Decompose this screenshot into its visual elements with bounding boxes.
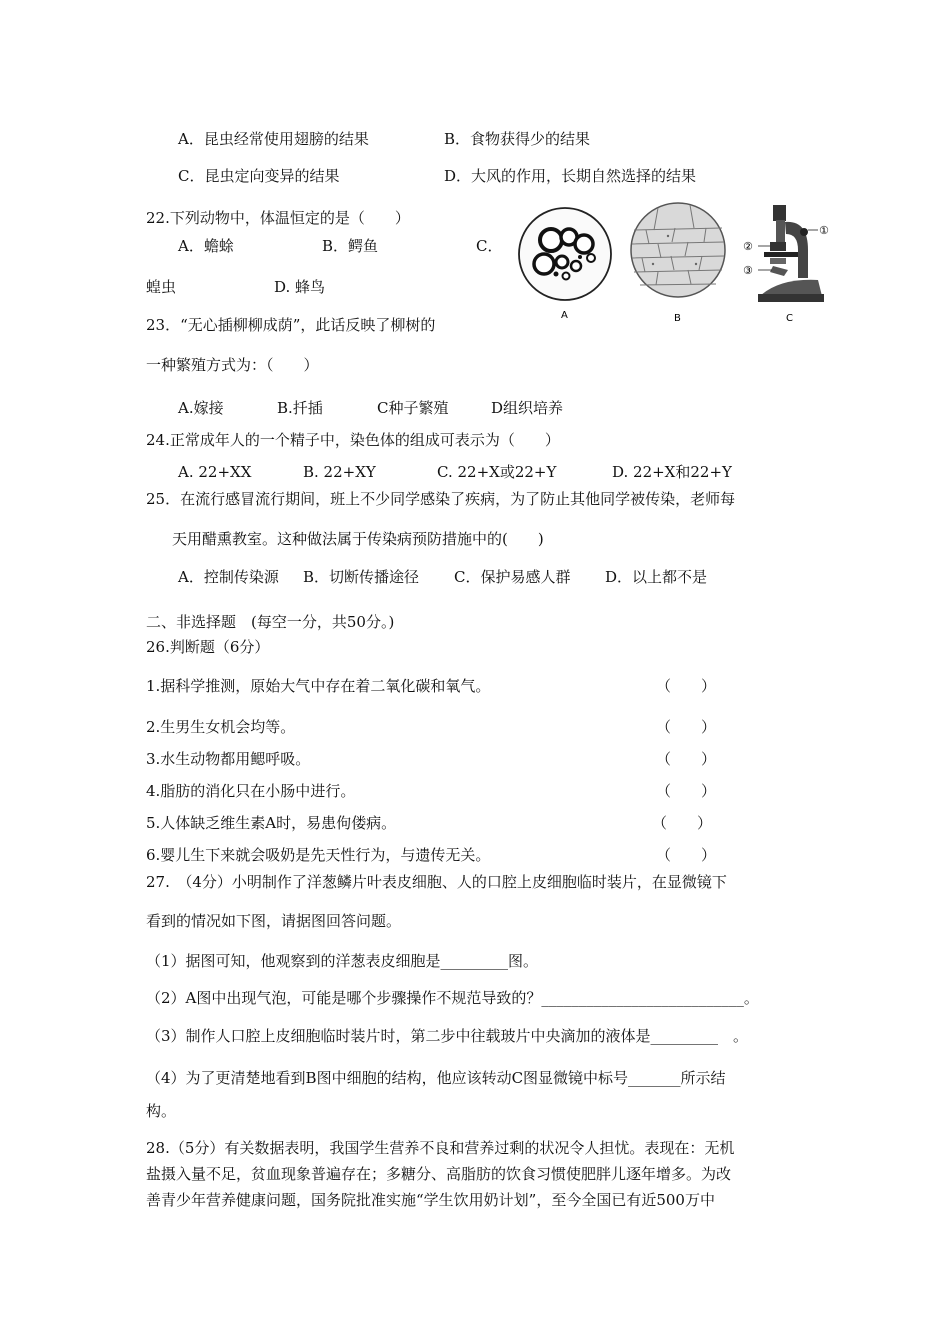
figure-c-microscope (743, 205, 829, 302)
q24-option-b: B. 22+XY (303, 463, 376, 481)
q25-option-c: C．保护易感人群 (454, 568, 571, 586)
q26-item-2: 2.生男生女机会均等。 (146, 718, 296, 736)
q23-option-c: C种子繁殖 (377, 399, 449, 417)
q22-option-c-continued: 蝗虫 (146, 278, 177, 296)
q26-item-4: 4.脂肪的消化只在小肠中进行。 (146, 782, 356, 800)
q26-item-6-blank: （ ） (656, 846, 717, 864)
q27-stem-line1: 27. （4分）小明制作了洋葱鳞片叶表皮细胞、人的口腔上皮细胞临时装片，在显微镜下 (146, 873, 727, 891)
q25-option-b: B．切断传播途径 (303, 568, 420, 586)
q26-title: 26.判断题（6分） (146, 638, 270, 656)
q24-stem: 24.正常成年人的一个精子中，染色体的组成可表示为（ ） (146, 431, 560, 449)
q26-item-6: 6.婴儿生下来就会吸奶是先天性行为，与遗传无关。 (146, 846, 491, 864)
q26-item-2-blank: （ ） (656, 718, 717, 736)
q26-item-5: 5.人体缺乏维生素A时，易患佝偻病。 (146, 814, 397, 832)
q23-option-a: A.嫁接 (178, 399, 224, 417)
q21-option-a: A．昆虫经常使用翅膀的结果 (178, 130, 369, 148)
q25-option-a: A．控制传染源 (178, 568, 279, 586)
q26-item-3-blank: （ ） (656, 750, 717, 768)
q23-option-d: D组织培养 (491, 399, 564, 417)
q26-item-1-blank: （ ） (656, 677, 717, 695)
q28-line-2: 盐摄入量不足，贫血现象普遍存在；多糖分、高脂肪的饮食习惯使肥胖儿逐年增多。为改 (146, 1165, 732, 1183)
q26-item-1: 1.据科学推测，原始大气中存在着二氧化碳和氧气。 (146, 677, 491, 695)
q24-option-a: A. 22+XX (178, 463, 252, 481)
figure-label-a: A (561, 310, 568, 321)
figure-label-b: B (674, 313, 681, 324)
q27-part-2: （2）A图中出现气泡，可能是哪个步骤操作不规范导致的？___________________________。 (146, 989, 759, 1007)
q22-option-c: C． (476, 237, 503, 255)
q23-stem-line2: 一种繁殖方式为：（ ） (146, 356, 319, 374)
q27-stem-line2: 看到的情况如下图，请据图回答问题。 (146, 912, 402, 930)
q26-item-5-blank: （ ） (652, 814, 713, 832)
q25-option-d: D．以上都不是 (605, 568, 708, 586)
q26-item-4-blank: （ ） (656, 782, 717, 800)
q22-option-b: B．鳄鱼 (322, 237, 379, 255)
microscope-figure (518, 200, 844, 330)
q21-option-b: B．食物获得少的结果 (444, 130, 591, 148)
q27-part-4-line2: 构。 (146, 1102, 177, 1120)
q27-part-1: （1）据图可知，他观察到的洋葱表皮细胞是_________图。 (146, 952, 539, 970)
q22-option-d: D. 蜂鸟 (274, 278, 326, 296)
q24-option-c: C. 22+X或22+Y (437, 463, 557, 481)
q28-line-3: 善青少年营养健康问题，国务院批准实施“学生饮用奶计划”，至今全国已有近500万中 (146, 1191, 715, 1209)
q25-stem-line1: 25．在流行感冒流行期间，班上不少同学感染了疾病，为了防止其他同学被传染，老师每 (146, 490, 736, 508)
q26-item-3: 3.水生动物都用鳃呼吸。 (146, 750, 311, 768)
q27-part-3: （3）制作人口腔上皮细胞临时装片时，第二步中往载玻片中央滴加的液体是_________ 。 (146, 1027, 749, 1045)
marker-1: ① (819, 224, 829, 237)
marker-2: ② (743, 240, 753, 253)
q22-option-a: A．蟾蜍 (178, 237, 234, 255)
q28-line-1: 28.（5分）有关数据表明，我国学生营养不良和营养过剩的状况令人担忧。表现在：无机 (146, 1139, 735, 1157)
figure-label-c: C (786, 313, 793, 324)
figure-b-onion-cells (631, 203, 725, 297)
q27-part-4-line1: （4）为了更清楚地看到B图中细胞的结构，他应该转动C图显微镜中标号_______所示结 (146, 1069, 726, 1087)
marker-3: ③ (743, 264, 753, 277)
q23-option-b: B.扦插 (277, 399, 323, 417)
q22-stem: 22.下列动物中，体温恒定的是（ ） (146, 209, 410, 227)
q24-option-d: D. 22+X和22+Y (612, 463, 732, 481)
q25-stem-line2: 天用醋熏教室。这种做法属于传染病预防措施中的( ) (172, 530, 544, 548)
q21-option-d: D．大风的作用，长期自然选择的结果 (444, 167, 697, 185)
q23-stem-line1: 23．“无心插柳柳成荫”，此话反映了柳树的 (146, 316, 436, 334)
figure-a-bubbles (519, 208, 611, 300)
section2-title: 二、非选择题 (每空一分，共50分。) (146, 613, 395, 631)
q21-option-c: C．昆虫定向变异的结果 (178, 167, 340, 185)
